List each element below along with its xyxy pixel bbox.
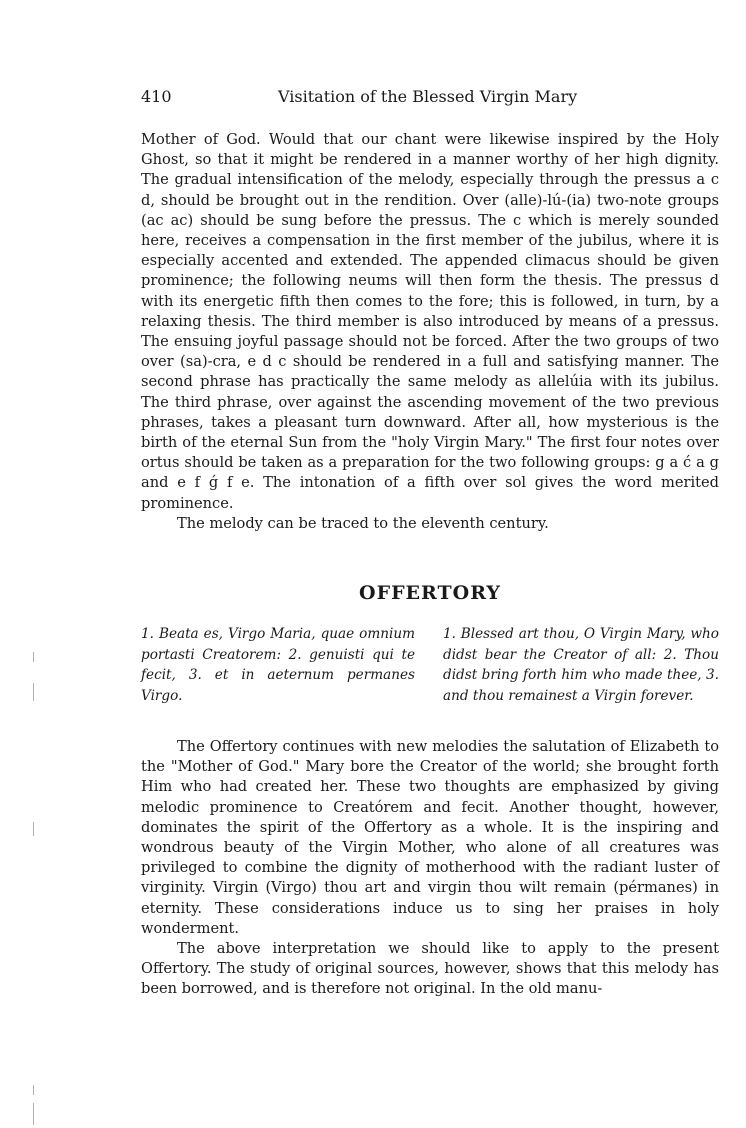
commentary-paragraph: The above interpretation we should like to apply to the present Offertory. The study of original sources, however, shows that this melody has been borrowed, and is therefore not original. In the old manu- [141, 940, 719, 998]
commentary-paragraph: The melody can be traced to the eleventh century. [177, 514, 549, 532]
commentary-paragraph: The Offertory continues with new melodies the salutation of Elizabeth to the "Mother of God." Mary bore the Creator of the world; she brought forth Him who had created her. These two thoughts are emphasized by giving melodic prominence to Creatórem and fecit. Another thought, however, dominates the spirit of the Offertory as a whole. It is the inspiring and wondrous beauty of the Virgin Mother, who alone of all creatures was privileged to combine the dignity of motherhood with the radiant luster of virginity. Virgin (Virgo) thou art and virgin thou wilt remain (pérmanes) in eternity. These considerations induce us to sing her praises in holy wonderment. [141, 738, 719, 937]
commentary-paragraph: Mother of God. Would that our chant were likewise inspired by the Holy Ghost, so that it might be rendered in a manner worthy of her high dignity. The gradual intensification of the melody, especially through the pressus a c d, should be brought out in the rendition. Over (alle)-lú-(ia) two-note groups (ac ac) should be sung before the pressus. The c which is merely sounded here, receives a compensation in the first member of the jubilus, where it is especially accented and extended. The appended climacus should be given prominence; the following neums will then form the thesis. The pressus d with its energetic fifth then comes to the fore; this is followed, in turn, by a relaxing thesis. The third member is also introduced by means of a pressus. The ensuing joyful passage should not be forced. After the two groups of two over (sa)-cra, e d c should be rendered in a full and satisfying manner. The second phrase has practically the same melody as allelúia with its jubilus. The third phrase, over against the ascending movement of the two previous phrases, takes a pleasant turn downward. After all, how mysterious is the birth of the eternal Sun from the "holy Virgin Mary." The first four notes over ortus should be taken as a preparation for the two following groups: g a ć a g and e f ǵ f e. The intonation of a fifth over sol gives the word merited prominence. [141, 131, 719, 512]
offertory-heading: OFFERTORY [359, 582, 501, 604]
commentary-section [141, 130, 719, 534]
page-header [141, 86, 719, 110]
english-text-column: 1. Blessed art thou, O Virgin Mary, who didst bear the Creator of all: 2. Thou didst bring forth him who made thee, 3. and thou remainest a Virgin forever. [443, 626, 719, 704]
offertory-commentary [141, 737, 719, 1000]
scan-artifact-mark [33, 652, 34, 662]
page-number: 410 [141, 87, 172, 106]
scan-artifact-mark [33, 1085, 34, 1095]
running-title: Visitation of the Blessed Virgin Mary [278, 87, 578, 106]
latin-text-column: 1. Beata es, Virgo Maria, quae omnium portasti Creatorem: 2. genuisti qui te fecit, 3. et in aeternum permanes Virgo. [141, 626, 415, 704]
scan-artifact-mark [33, 1103, 34, 1125]
scan-artifact-mark [33, 683, 34, 701]
scan-artifact-mark [33, 822, 34, 836]
